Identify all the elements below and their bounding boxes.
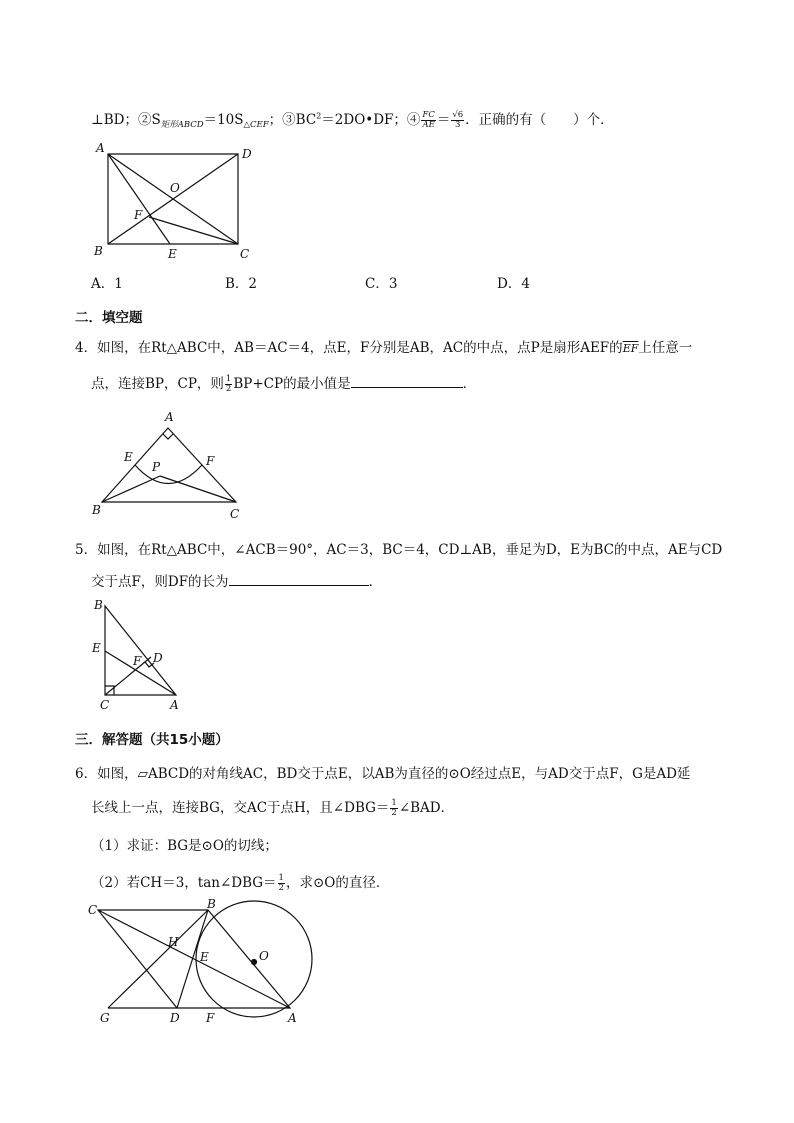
q5-triangle-figure <box>88 596 188 716</box>
segment-cd <box>105 657 151 695</box>
section-solutions-heading: 三．解答题（共15小题） <box>75 732 229 748</box>
q6-line-1: 6．如图，▱ABCD的对角线AC，BD交于点E，以AB为直径的⊙O经过点E，与AD交于点F，G是AD延 <box>75 766 691 782</box>
triangle-abc <box>105 606 176 695</box>
sqrt6-over-3-fraction: $\frac{√6}{3}$ <box>452 110 464 130</box>
label-a: A <box>165 410 174 424</box>
q3-option-d: D．4 <box>497 276 530 292</box>
q5-line-2: 交于点F，则DF的长为 ． <box>91 574 383 590</box>
segment-bp <box>102 476 160 502</box>
label-d: D <box>153 651 163 665</box>
fc-over-ae-fraction: $\frac{FC}{AE}$ <box>422 110 435 130</box>
one-half-fraction: $\frac{1}{2}$ <box>278 873 284 893</box>
label-c: C <box>240 247 250 261</box>
q5-answer-blank[interactable] <box>229 585 369 586</box>
q4-line-2: 点，连接BP，CP，则 $\frac{1}{2}$ BP+CP的最小值是 ． <box>91 374 477 394</box>
right-angle-mark-a <box>163 434 173 439</box>
label-e: E <box>168 247 177 261</box>
q6-line-2: 长线上一点，连接BG，交AC于点H，且∠DBG＝ $\frac{1}{2}$ ∠BAD． <box>91 798 455 818</box>
label-g: G <box>100 1011 110 1025</box>
label-o: O <box>170 181 180 195</box>
label-c: C <box>88 903 98 917</box>
q4-triangle-figure <box>88 408 253 520</box>
q3-option-b: B．2 <box>225 276 258 292</box>
label-o: O <box>259 949 269 963</box>
label-f: F <box>206 1011 215 1025</box>
q3-rectangle-figure <box>88 138 268 263</box>
label-b: B <box>92 503 101 517</box>
label-a: A <box>96 141 105 155</box>
arc-ef-path <box>135 465 202 484</box>
arc-ef: $\overline{EF}$ <box>622 342 639 355</box>
label-c: C <box>100 698 110 712</box>
label-d: D <box>242 147 252 161</box>
q6-part-2: （2）若CH＝3，tan∠DBG＝ $\frac{1}{2}$ ，求⊙O的直径． <box>91 873 390 893</box>
q4-answer-blank[interactable] <box>351 387 463 388</box>
label-f: F <box>133 654 142 668</box>
q6-parallelogram-circle-figure <box>86 898 336 1028</box>
q3-option-c: C．3 <box>365 276 398 292</box>
label-a: A <box>288 1011 297 1025</box>
label-e: E <box>124 450 133 464</box>
label-b: B <box>94 598 103 612</box>
segment-ae <box>108 154 170 244</box>
q6-part-1: （1）求证：BG是⊙O的切线； <box>91 838 278 854</box>
label-d: D <box>170 1011 180 1025</box>
center-o-dot <box>252 960 257 965</box>
label-b: B <box>207 898 216 911</box>
one-half-fraction: $\frac{1}{2}$ <box>225 374 232 394</box>
label-c: C <box>230 507 240 520</box>
label-h: H <box>168 935 179 949</box>
q3-statement-line: ⊥BD；$②S_{矩形ABCD}=10S_{\triangle CEF}$；$③BC^2=2DO•DF$；④ $\frac{FC}{AE}$ ＝ $\frac{√6}{3}$ ．正确的有（ ）个． <box>91 110 614 130</box>
q4-line-1: 4．如图，在Rt△ABC中，AB＝AC＝4，点E，F分别是AB，AC的中点，点P是扇形AEF的$\overline{EF}$上任意一 <box>75 340 693 356</box>
label-f: F <box>134 208 143 222</box>
q5-line-1: 5．如图，在Rt△ABC中，∠ACB＝90°，AC＝3，BC＝4，CD⊥AB，垂足为D，E为BC的中点，AE与CD <box>75 542 723 558</box>
label-p: P <box>152 460 161 474</box>
label-e: E <box>200 950 209 964</box>
q3-option-a: A．1 <box>91 276 123 292</box>
label-f: F <box>206 454 215 468</box>
one-half-fraction: $\frac{1}{2}$ <box>391 798 397 818</box>
segment-cf <box>149 217 238 244</box>
triangle-abc <box>102 428 236 502</box>
label-b: B <box>94 244 103 258</box>
section-fill-in-heading: 二．填空题 <box>75 310 143 326</box>
label-a: A <box>170 698 179 712</box>
label-e: E <box>92 641 101 655</box>
